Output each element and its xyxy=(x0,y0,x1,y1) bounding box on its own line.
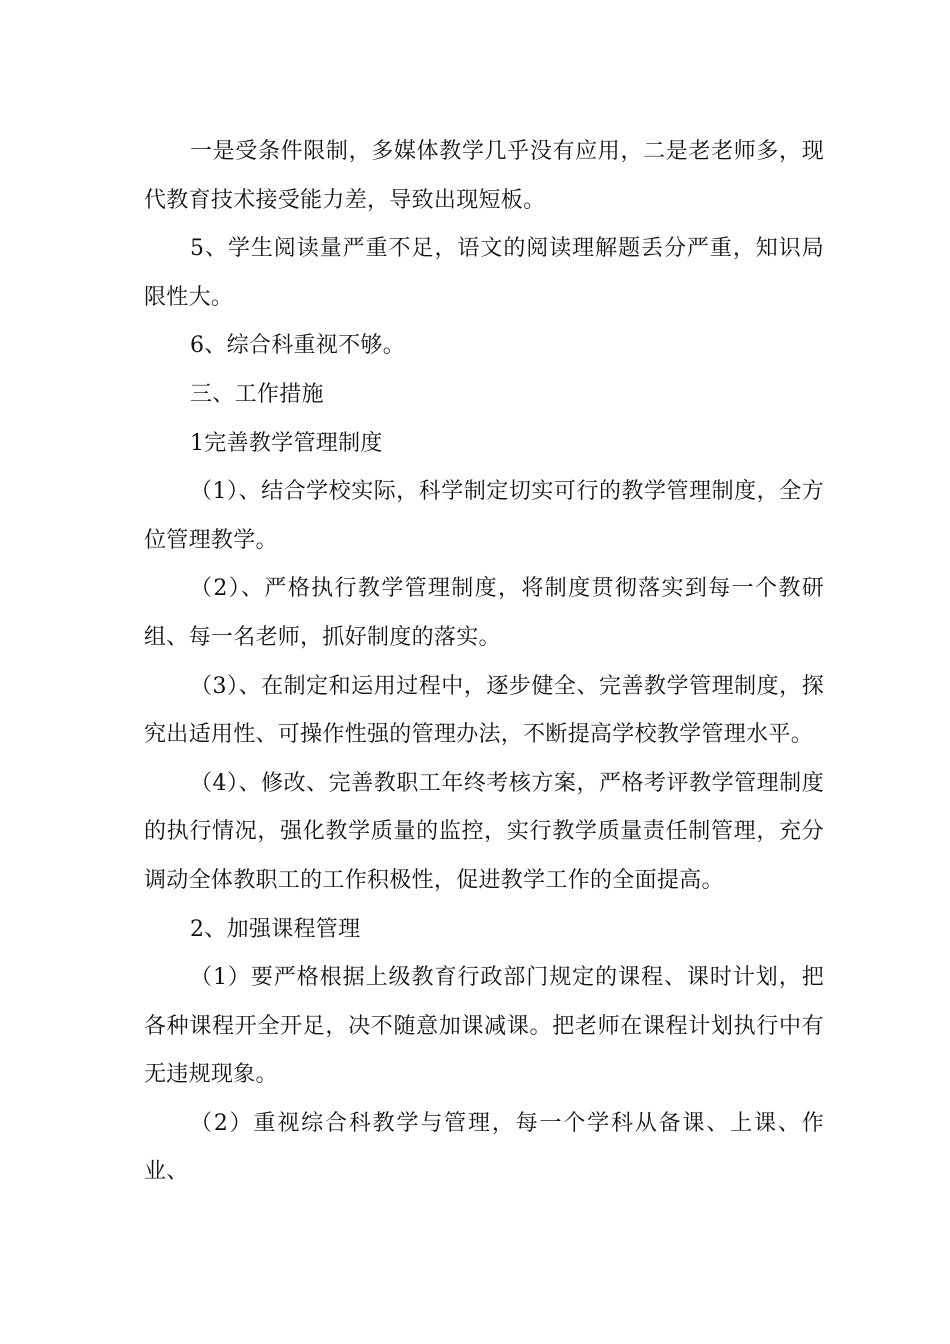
paragraph-item-1-3: （3）、在制定和运用过程中，逐步健全、完善教学管理制度，探究出适用性、可操作性强的管理办法，不断提高学校教学管理水平。 xyxy=(144,673,824,748)
subheading-course-management: 2、加强课程管理 xyxy=(190,916,361,942)
document-body xyxy=(144,128,824,1197)
paragraph-item-2-2: （2）重视综合科教学与管理，每一个学科从备课、上课、作业、 xyxy=(144,1110,824,1185)
paragraph-item-1-4: （4）、修改、完善教职工年终考核方案，严格考评教学管理制度的执行情况，强化教学质量的监控，实行教学质量责任制管理，充分调动全体教职工的工作积极性，促进教学工作的全面提高。 xyxy=(144,770,824,893)
paragraph-item-2-1: （1）要严格根据上级教育行政部门规定的课程、课时计划，把各种课程开全开足，决不随意加课减课。把老师在课程计划执行中有无违规现象。 xyxy=(144,965,824,1088)
section-heading-measures: 三、工作措施 xyxy=(190,381,324,407)
paragraph-item-1-2: （2）、严格执行教学管理制度，将制度贯彻落实到每一个教研组、每一名老师，抓好制度的落实。 xyxy=(144,576,824,650)
paragraph-point-6: 6、综合科重视不够。 xyxy=(190,333,405,359)
subheading-management-system: 1完善教学管理制度 xyxy=(190,430,383,456)
paragraph-item-1-1: （1）、结合学校实际，科学制定切实可行的教学管理制度，全方位管理教学。 xyxy=(144,479,824,553)
paragraph-limitations: 一是受条件限制，多媒体教学几乎没有应用，二是老老师多，现代教育技术接受能力差，导致出现短板。 xyxy=(144,139,824,213)
paragraph-point-5: 5、学生阅读量严重不足，语文的阅读理解题丢分严重，知识局限性大。 xyxy=(144,236,824,310)
